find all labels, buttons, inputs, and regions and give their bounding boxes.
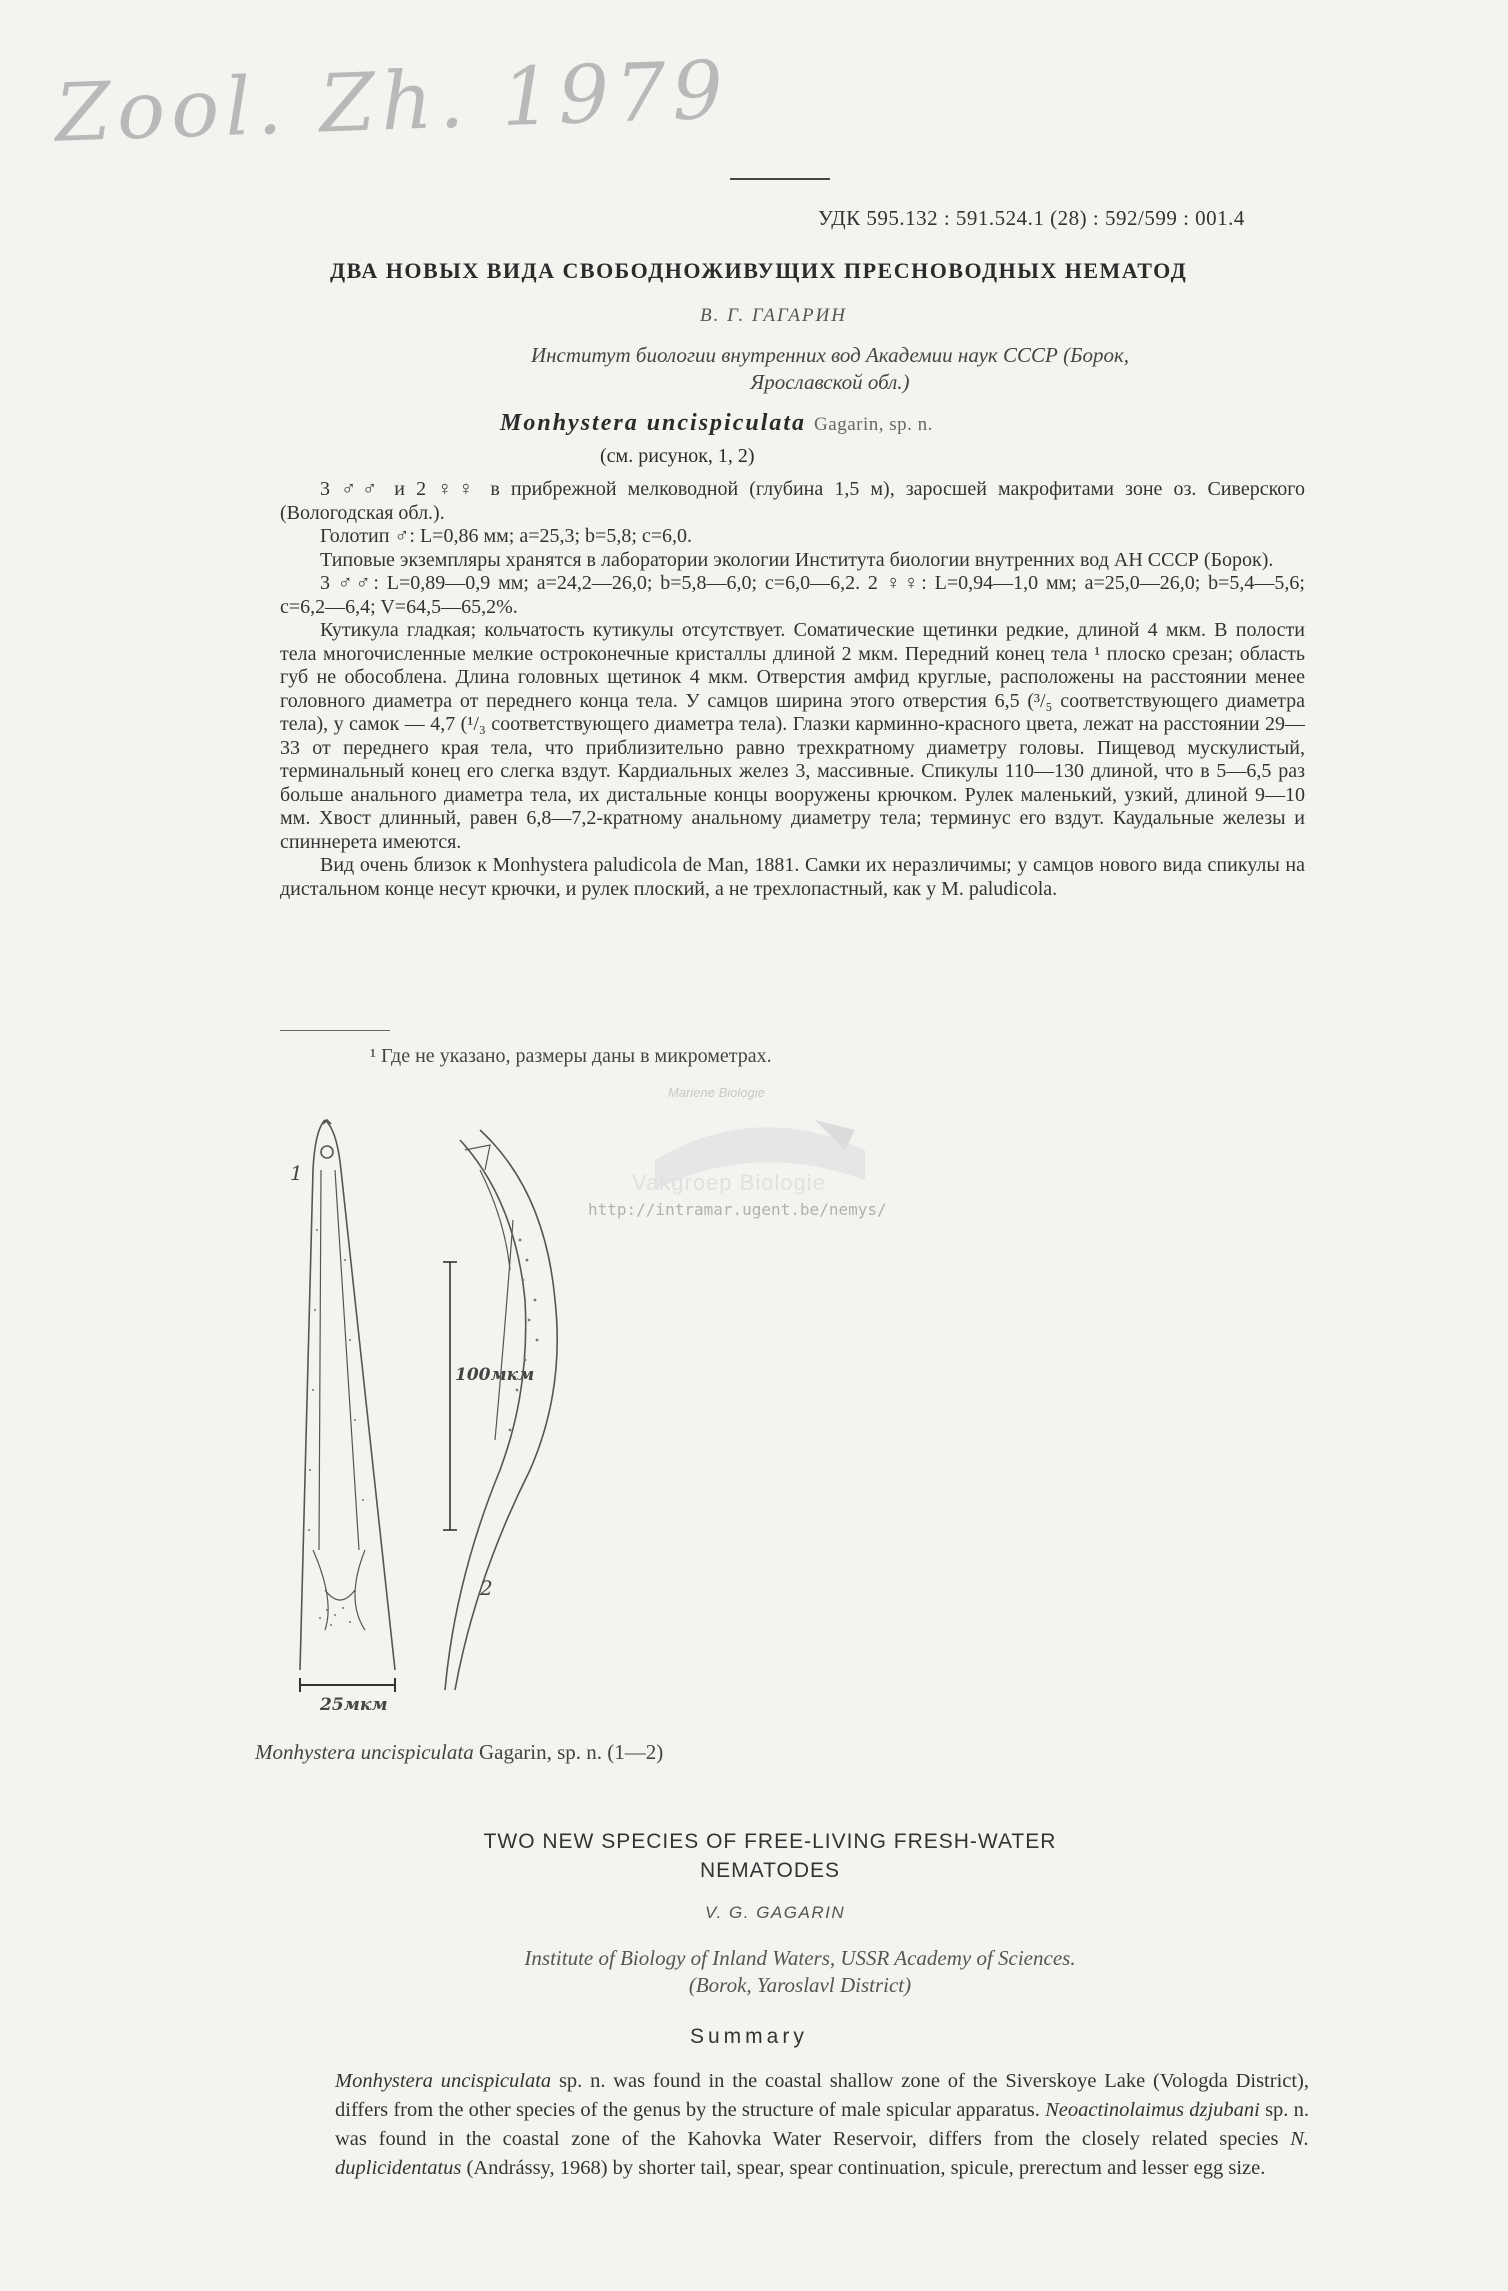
ru-paragraph-holotype: Голотип ♂: L=0,86 мм; a=25,3; b=5,8; c=6,0. [320, 525, 693, 547]
english-institute-line2: (Borok, Yaroslavl District) [688, 1973, 912, 1997]
summary-species-2: Neoactinolaimus dzjubani [1045, 2099, 1260, 2121]
udc-code: УДК 595.132 : 591.524.1 (28) : 592/599 : 001.4 [818, 206, 1245, 230]
footnote-rule [280, 1030, 390, 1031]
russian-institute [430, 342, 1230, 396]
species-author: Gagarin, sp. n. [814, 414, 933, 435]
ru-paragraph-material: 3 ♂♂ и 2 ♀♀ в прибрежной мелководной (глубина 1,5 м), заросшей макрофитами зоне оз. Сиверского (Вологодская обл.). [280, 478, 1305, 524]
figure-label-1: 1 [290, 1161, 303, 1185]
figure-1-anterior [300, 1120, 395, 1670]
summary-text-2: sp. n. was found in the coastal zone of the Kahovka Water Reservoir, differs from the closely related species [335, 2099, 1309, 2150]
fig2-outline-inner [445, 1140, 526, 1690]
caption-rest: Gagarin, sp. n. (1—2) [478, 1740, 664, 1764]
summary-species-3: N. duplicidentatus [335, 2128, 1309, 2179]
scale-label-25: 25мкм [320, 1695, 388, 1715]
russian-body [280, 478, 1305, 901]
english-title [440, 1827, 1100, 1885]
english-author: V. G. GAGARIN [705, 1903, 846, 1922]
fig2-gonad [495, 1220, 513, 1440]
footnote: ¹ Где не указано, размеры даны в микрометрах. [370, 1045, 772, 1067]
russian-institute-line1: Институт биологии внутренних вод Академии наук СССР (Борок, [530, 343, 1130, 367]
ru-paragraph-measurements: 3 ♂♂: L=0,89—0,9 мм; a=24,2—26,0; b=5,8—6,0; c=6,0—6,2. 2 ♀♀: L=0,94—1,0 мм; a=25,0—26,0; b=5,4—5,6; c=6,2—6,4; V=64,5—65,2%. [280, 572, 1305, 618]
figure-caption [255, 1740, 663, 1765]
fig1-amphid [321, 1146, 333, 1158]
species-heading [500, 410, 933, 437]
species-name: Monhystera uncispiculata [500, 410, 807, 436]
figure-2-stipple [509, 1239, 539, 1432]
ru-paragraph-description: Кутикула гладкая; кольчатость кутикулы отсутствует. Соматические щетинки редкие, длиной 4 мкм. В полости тела многочисленные мелкие остроконечные кристаллы длиной 2 мкм. Передний конец тела ¹ плоско срезан; область губ не обособлена. Длина головных щетинок 4 мкм. Отверстия амфид круглые, расположены на расстоянии менее головного диаметра от переднего конца тела. У самцов ширина этого отверстия 6,5 (³/₅ соответствующего диаметра тела), у самок — 4,7 (¹/₃ соответствующего диаметра тела). Глазки карминно-красного цвета, лежат на расстоянии 29—33 от переднего края тела, что приблизительно равно трехкратному диаметру головы. Пищевод мускулистый, терминальный конец его слегка вздут. Кардиальных желез 3, массивные. Спикулы 110—130 длиной, что в 5—6,5 раз больше анального диаметра тела, их дистальные концы вооружены крючком. Рулек маленький, узкий, длиной 9—10 мм. Хвост длинный, равен 6,8—7,2-кратному анальному диаметру тела; терминус его вздут. Каудальные железы и спиннерета имеются. [280, 619, 1305, 853]
fig1-outline-right [325, 1120, 395, 1670]
fig1-cardia-gland [325, 1590, 355, 1600]
summary-heading: Summary [690, 2025, 808, 2048]
english-title-line2: NEMATODES [699, 1859, 841, 1882]
watermark-url: http://intramar.ugent.be/nemys/ [588, 1200, 887, 1219]
fig2-hook [465, 1145, 490, 1170]
figure-2-posterior [445, 1130, 557, 1690]
ru-paragraph-types: Типовые экземпляры хранятся в лаборатории экологии Института биологии внутренних вод АН СССР (Борок). [320, 548, 1274, 571]
english-institute [420, 1945, 1180, 1999]
figure-label-2: 2 [480, 1576, 493, 1600]
watermark-marine: Mariene Biologie [668, 1085, 765, 1100]
summary-text-1: sp. n. was found in the coastal shallow zone of the Siverskoye Lake (Vologda District), differs from the other species of the genus by the structure of male spicular apparatus. [335, 2070, 1310, 2121]
watermark-vakgroep: Vakgroep Biologie [632, 1170, 826, 1195]
caption-species: Monhystera uncispiculata [255, 1740, 474, 1764]
nematode-figure [255, 1110, 695, 1730]
english-title-line1: TWO NEW SPECIES OF FREE-LIVING FRESH-WATER [483, 1830, 1057, 1853]
scale-label-100: 100мкм [455, 1365, 535, 1385]
summary-species-1: Monhystera uncispiculata [335, 2070, 552, 2092]
handwritten-note: Zool. Zh. 1979 [53, 43, 731, 160]
fig2-spicule [480, 1170, 510, 1270]
fig1-pharynx [319, 1170, 359, 1550]
russian-author: В. Г. ГАГАРИН [700, 305, 848, 326]
summary-text-3: (Andrássy, 1968) by shorter tail, spear, spear continuation, spicule, prerectum and lesser egg size. [466, 2157, 1266, 2179]
summary-paragraph-1 [335, 2067, 1309, 2183]
russian-institute-line2: Ярославской обл.) [750, 370, 910, 394]
english-institute-line1: Institute of Biology of Inland Waters, USSR Academy of Sciences. [524, 1946, 1076, 1970]
figure-1-stipple [308, 1229, 364, 1626]
header-rule [730, 178, 830, 180]
russian-title: ДВА НОВЫХ ВИДА СВОБОДНОЖИВУЩИХ ПРЕСНОВОДНЫХ НЕМАТОД [330, 258, 1188, 283]
see-figure-ref: (см. рисунок, 1, 2) [600, 445, 755, 467]
english-summary [335, 2067, 1309, 2183]
ru-paragraph-diagnosis: Вид очень близок к Monhystera paludicola de Man, 1881. Самки их неразличимы; у самцов нового вида спикулы на дистальном конце несут крючки, и рулек плоский, а не трехлопастный, как у M. paludicola. [280, 854, 1305, 900]
